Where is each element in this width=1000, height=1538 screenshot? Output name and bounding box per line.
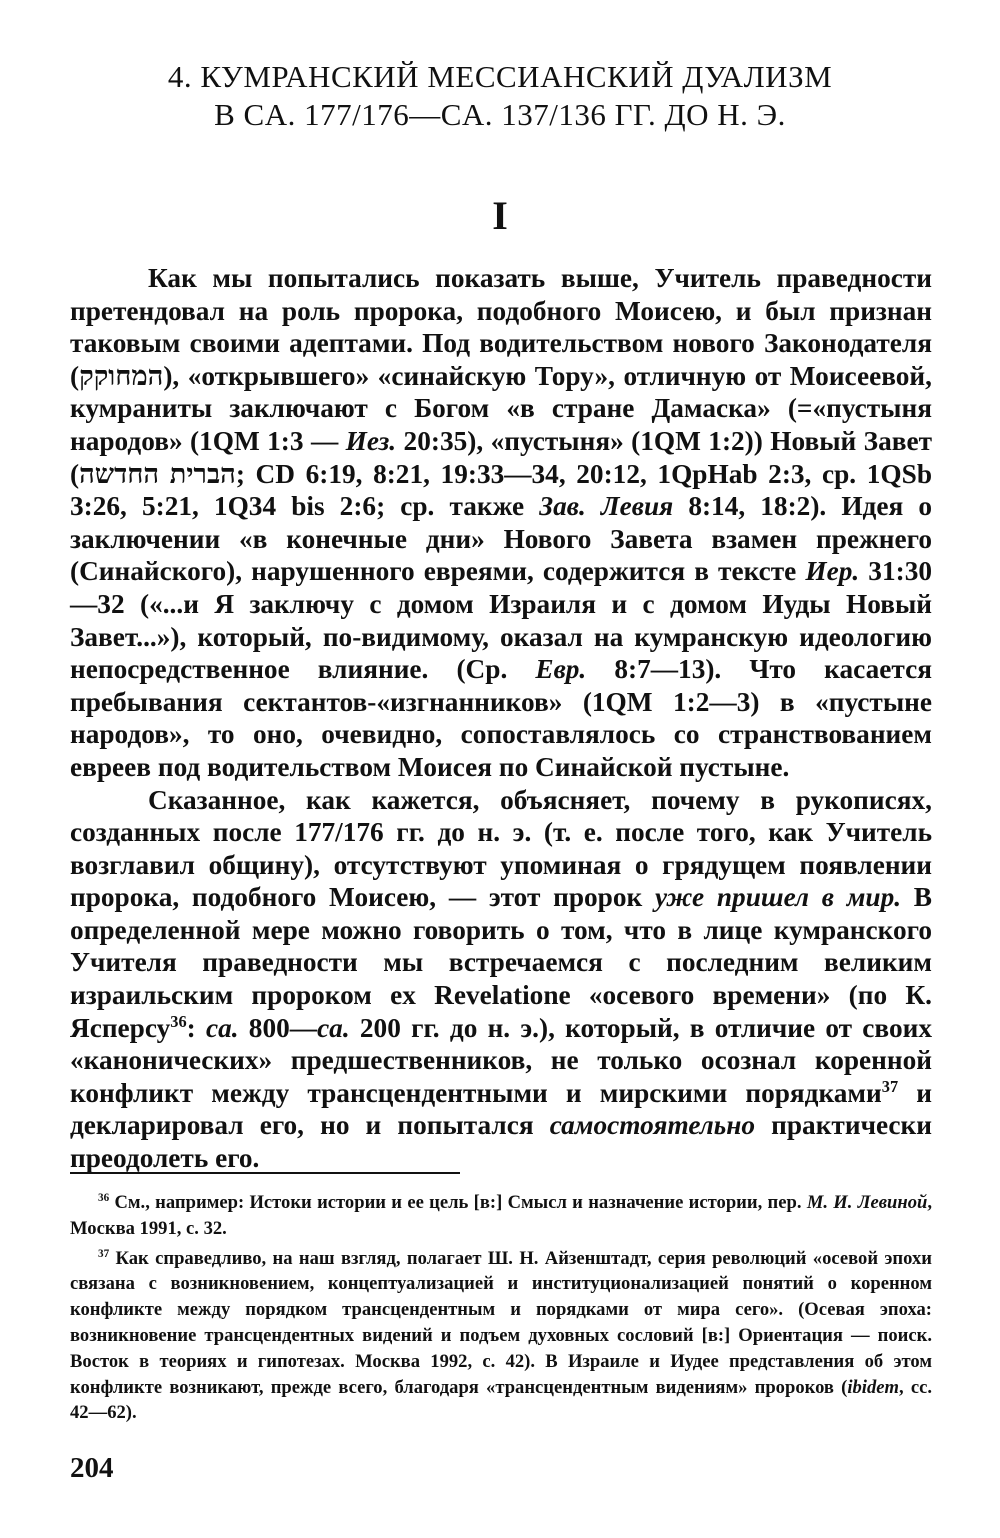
chapter-title-line-1: 4. КУМРАНСКИЙ МЕССИАНСКИЙ ДУАЛИЗМ: [167, 59, 833, 94]
footnote-ref: 37: [881, 1076, 899, 1096]
italic-text: ibidem: [847, 1376, 899, 1398]
paragraph: [70, 784, 932, 1175]
text-run: 8:14, 18:2). Идея о заключении «в конечные дни» Нового Завета взамен прежнего (Синайского), нарушенного евреями, содержится в тексте: [70, 491, 933, 587]
text-run: 200 гг. до н. э.), который, в отличие от своих «канонических» предшественников, не только осознал коренной конфликт между трансцендентными и мирскими порядками: [70, 1012, 932, 1108]
text-run: 8:7—13). Что касается пребывания сектантов-«изгнанников» (1QM 1:2—3) в «пустыне народов», то оно, очевидно, сопоставлялось со странствованием евреев под водительством Моисея по Синайской пустыне.: [70, 654, 932, 782]
text-run: 20:35), «пустыня» (1QM 1:2)) Новый Завет (: [70, 425, 932, 489]
footnotes: [70, 1190, 932, 1430]
italic-text: М. И. Левиной: [806, 1192, 928, 1213]
chapter-title: [70, 58, 930, 134]
main-text: [70, 262, 932, 1175]
footnote: [70, 1190, 932, 1242]
text-run: :: [186, 1012, 206, 1043]
italic-text: Иер.: [805, 556, 860, 587]
paragraph: [70, 262, 932, 784]
footnote-ref: 36: [170, 1011, 187, 1031]
text-run: 800—: [238, 1012, 318, 1043]
text-run: , Москва 1991, с. 32.: [70, 1192, 932, 1239]
text-run: практически преодолеть его.: [70, 1110, 932, 1174]
text-run: Как справедливо, на наш взгляд, полагает Ш. Н. Айзенштадт, серия революций «осевой эпохи связана с возникновением, концептуализацией и институционализацией понятий о коренном конфликте между порядком трансцендентным и порядками от мира сего». (Осевая эпоха: возникновение трансцендентных видений и подъем духовных сословий [в:] Ориентация — поиск. Восток в теориях и гипотезах. Москва 1992, с. 42). В Израиле и Иудее представления об этом конфликте возникают, прежде всего, благодаря «трансцендентным видениям» пророков (: [70, 1247, 932, 1398]
italic-text: ca.: [317, 1012, 350, 1043]
italic-text: самостоятельно: [549, 1110, 756, 1141]
italic-text: уже пришел в мир.: [654, 882, 902, 913]
chapter-title-line-2: В CA. 177/176—CA. 137/136 ГГ. ДО Н. Э.: [214, 97, 786, 132]
italic-text: ca.: [205, 1012, 239, 1043]
footnote-ref: 37: [98, 1247, 110, 1260]
text-run: и декларировал его, но и попытался: [70, 1077, 932, 1141]
footnote: [70, 1246, 932, 1427]
italic-text: Зав. Левия: [539, 491, 674, 522]
text-run: В определенной мере можно говорить о том, что в лице кумранского Учителя праведности мы встречаемся с последним великим израильским пророком ex Revelatione «осевого времени» (по К. Ясперсу: [70, 882, 932, 1043]
text-run: ; CD 6:19, 8:21, 19:33—34, 20:12, 1QpHab 2:3, ср. 1QSb 3:26, 5:21, 1Q34 bis 2:6; ср. также: [70, 458, 933, 522]
text-run: Как мы попытались показать выше, Учитель праведности претендовал на роль пророка, подобного Моисею, и был признан таковым своими адептами. Под водительством нового Законодателя (: [70, 263, 932, 391]
text-run: , сс. 42—62).: [70, 1376, 932, 1424]
hebrew-term: המחוקק: [79, 360, 164, 391]
section-numeral: I: [492, 193, 508, 238]
footnote-divider: [70, 1172, 460, 1174]
page-number: 204: [70, 1452, 114, 1484]
italic-text: Иез.: [345, 425, 397, 456]
text-run: См., например: Истоки истории и ее цель [в:] Смысл и назначение истории, пер.: [109, 1192, 807, 1213]
hebrew-term: הברית החדשה: [79, 458, 236, 489]
text-run: Сказанное, как кажется, объясняет, почему в рукописях, созданных после 177/176 гг. до н. э. (т. е. после того, как Учитель возглавил общину), отсутствуют упоминая о грядущем появлении пророка, подобного Моисею, — этот пророк: [70, 784, 932, 913]
text-run: ), «открывшего» «синайскую Тору», отличную от Моисеевой, кумраниты заключают с Богом «в стране Дамаска» (=«пустыня народов» (1QM 1:3 —: [70, 360, 932, 456]
footnote-ref: 36: [98, 1191, 110, 1204]
italic-text: Евр.: [535, 654, 587, 685]
text-run: 31:30—32 («...и Я заключу с домом Израиля и с домом Иуды Новый Завет...»), который, по-видимому, оказал на кумранскую идеологию непосредственное влияние. (Ср.: [70, 556, 932, 685]
